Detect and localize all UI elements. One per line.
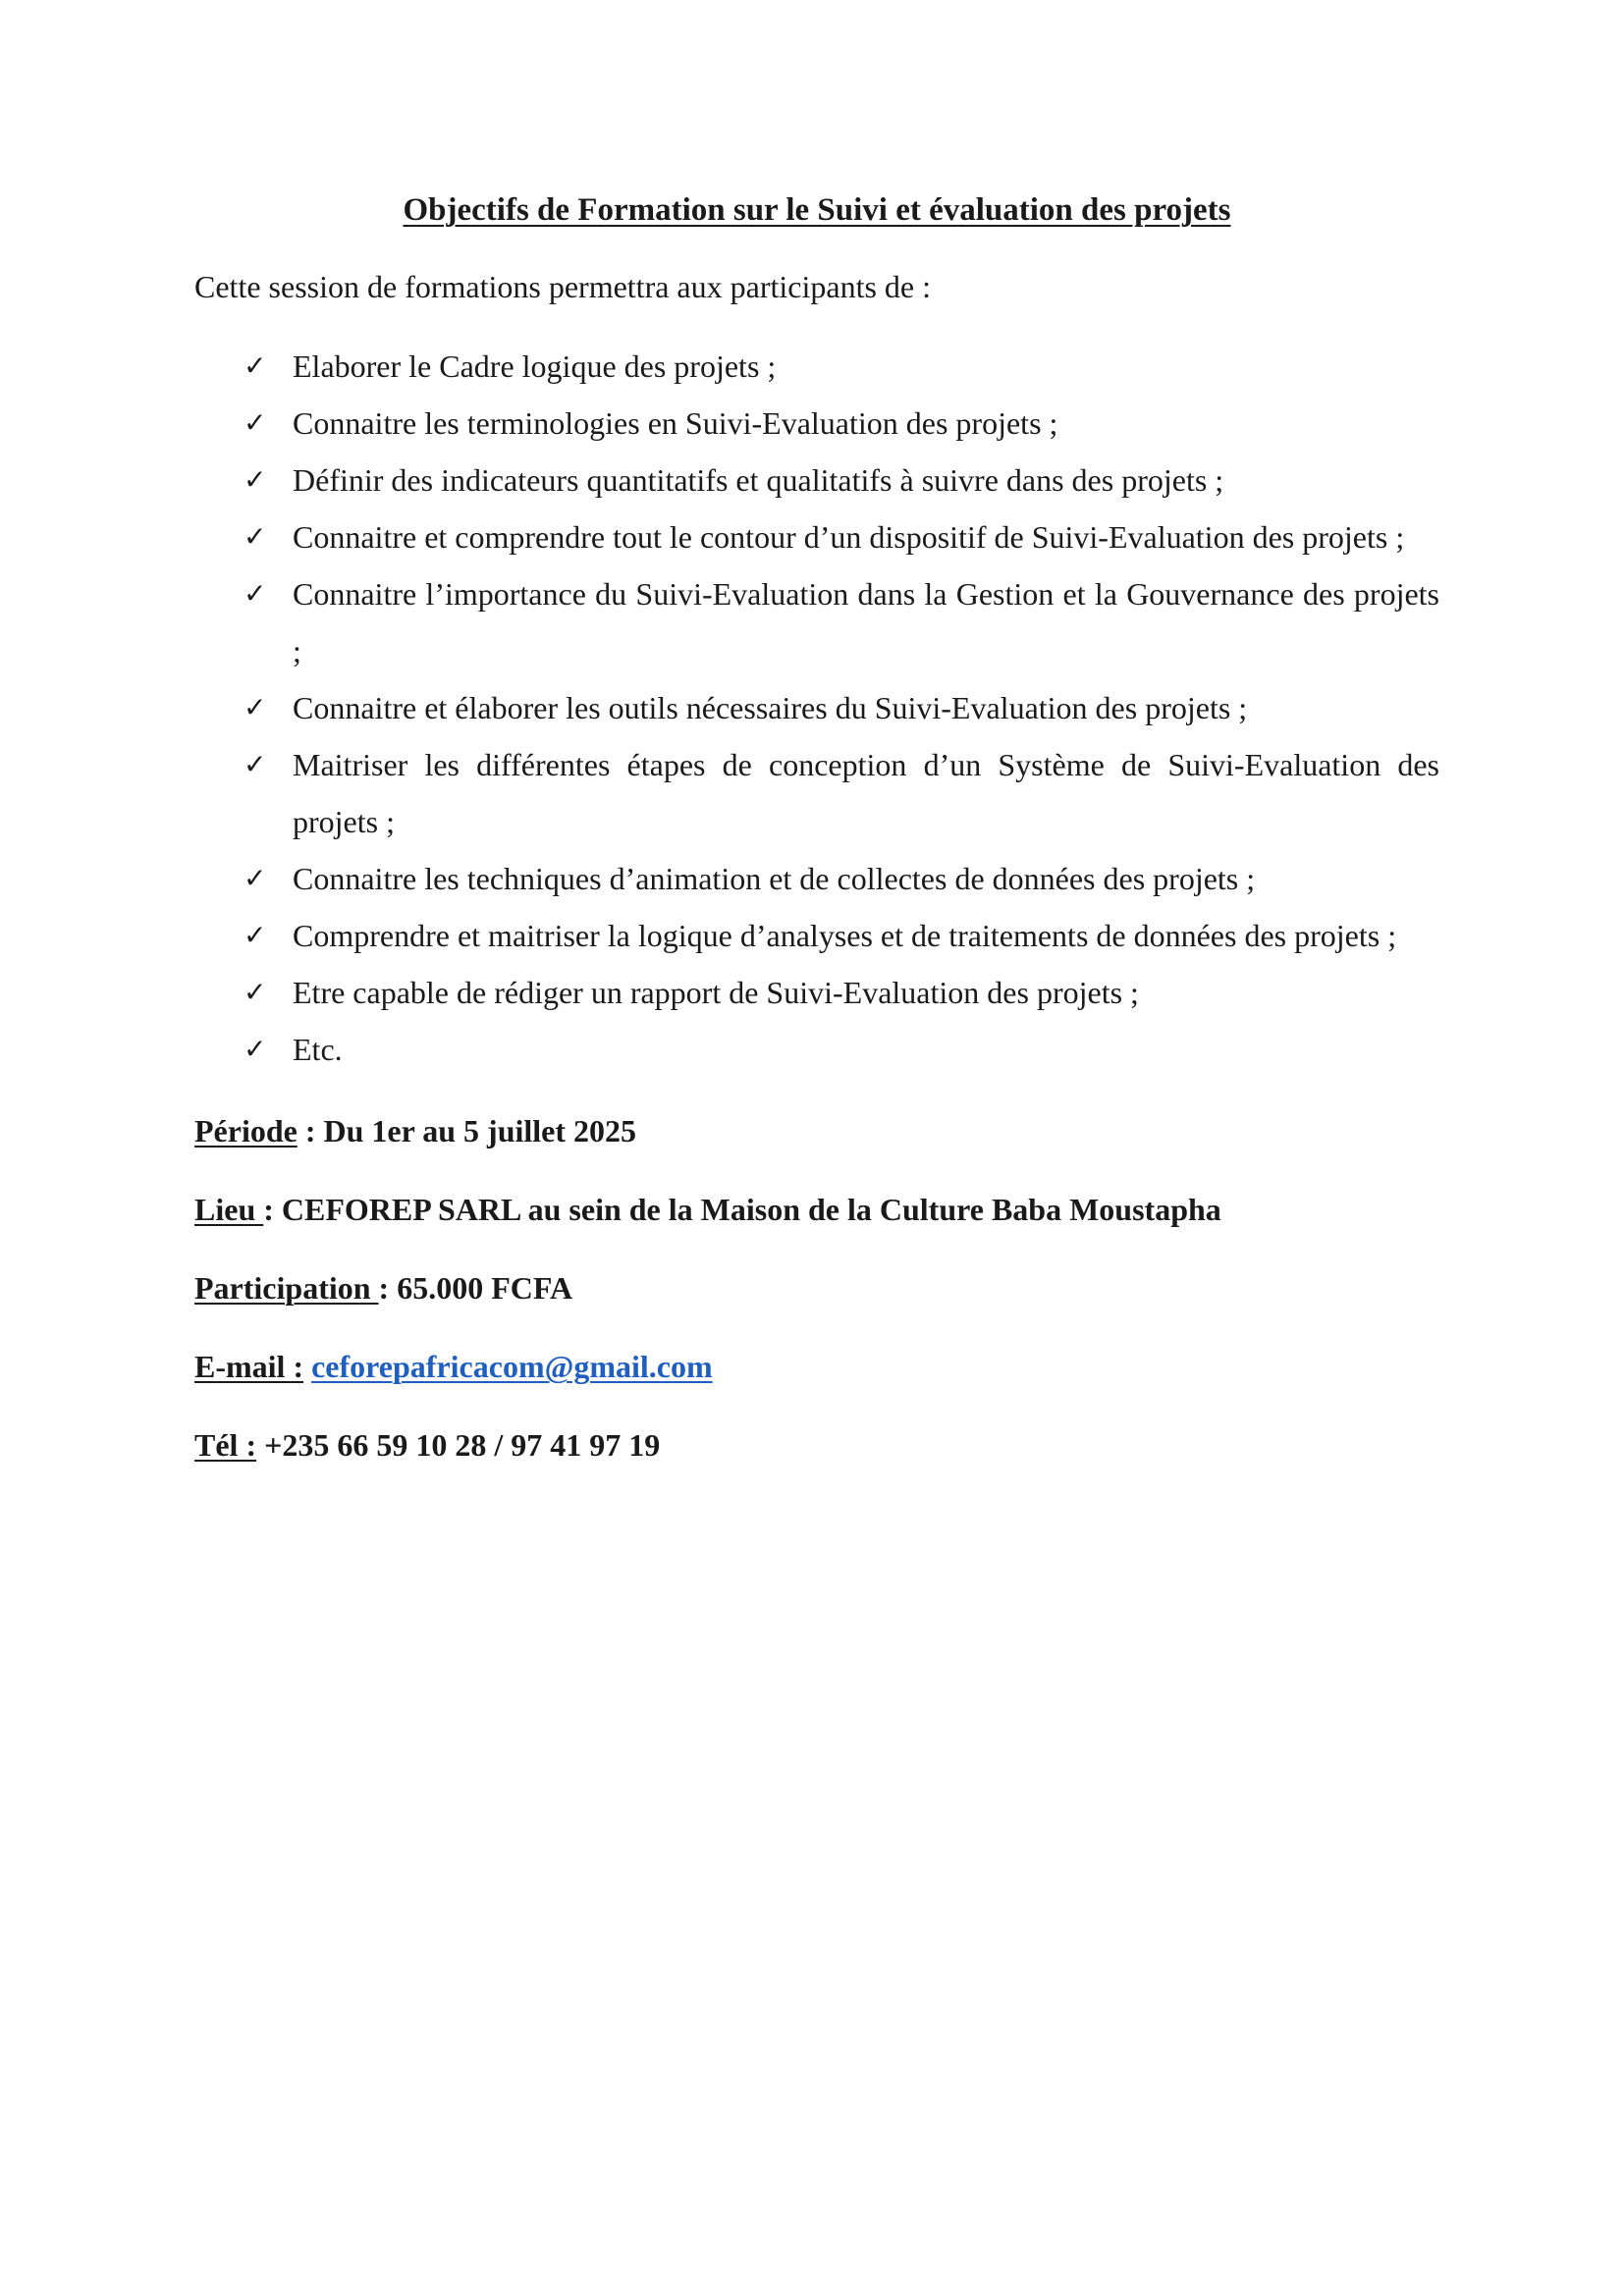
objective-item	[194, 850, 1439, 907]
objective-text: Etc.	[293, 1032, 343, 1067]
location-line	[194, 1186, 1439, 1233]
objective-text: Connaitre les techniques d’animation et de collectes de données des projets ;	[293, 861, 1256, 896]
objective-text: Connaitre l’importance du Suivi-Evaluation dans la Gestion et la Gouvernance des projets ;	[293, 576, 1439, 668]
check-icon: ✓	[244, 1033, 267, 1065]
objective-item	[194, 338, 1439, 395]
objective-text: Comprendre et maitriser la logique d’analyses et de traitements de données des projets ;	[293, 918, 1397, 953]
objective-text: Connaitre les terminologies en Suivi-Evaluation des projets ;	[293, 405, 1058, 441]
objective-text: Définir des indicateurs quantitatifs et qualitatifs à suivre dans des projets ;	[293, 462, 1224, 498]
check-icon: ✓	[244, 976, 267, 1008]
objective-text: Etre capable de rédiger un rapport de Suivi-Evaluation des projets ;	[293, 975, 1139, 1010]
objective-text: Connaitre et comprendre tout le contour d’un dispositif de Suivi-Evaluation des projets ;	[293, 519, 1405, 555]
check-icon: ✓	[244, 463, 267, 496]
period-label: Période	[194, 1113, 298, 1148]
objective-item	[194, 679, 1439, 736]
document-title: Objectifs de Formation sur le Suivi et évaluation des projets	[403, 192, 1231, 228]
objective-item	[194, 736, 1439, 850]
objective-item	[194, 452, 1439, 508]
check-icon: ✓	[244, 520, 267, 553]
objective-item	[194, 907, 1439, 964]
phone-line	[194, 1421, 1439, 1468]
check-icon: ✓	[244, 577, 267, 610]
document-page	[194, 187, 1439, 1468]
location-separator: :	[263, 1192, 282, 1227]
intro-text: Cette session de formations permettra aux participants de :	[194, 269, 931, 304]
phone-separator	[256, 1427, 264, 1463]
objective-item	[194, 964, 1439, 1021]
phone-label: Tél :	[194, 1427, 257, 1463]
period-value: Du 1er au 5 juillet 2025	[323, 1113, 637, 1148]
email-link[interactable]: ceforepafricacom@gmail.com	[311, 1349, 713, 1384]
objective-item	[194, 508, 1439, 565]
email-label: E-mail :	[194, 1349, 304, 1384]
objective-item	[194, 565, 1439, 679]
check-icon: ✓	[244, 748, 267, 780]
location-label: Lieu	[194, 1192, 264, 1227]
objective-text: Maitriser les différentes étapes de conception d’un Système de Suivi-Evaluation des projets ;	[293, 747, 1439, 839]
check-icon: ✓	[244, 919, 267, 951]
objective-text: Connaitre et élaborer les outils nécessaires du Suivi-Evaluation des projets ;	[293, 690, 1248, 725]
objective-text: Elaborer le Cadre logique des projets ;	[293, 348, 777, 384]
objective-item	[194, 1021, 1439, 1078]
participation-value: 65.000 FCFA	[397, 1270, 573, 1306]
email-separator	[303, 1349, 311, 1384]
participation-label: Participation	[194, 1270, 379, 1306]
check-icon: ✓	[244, 862, 267, 894]
email-line	[194, 1343, 1439, 1390]
check-icon: ✓	[244, 349, 267, 382]
participation-line	[194, 1264, 1439, 1311]
period-line	[194, 1107, 1439, 1154]
objective-item	[194, 395, 1439, 452]
check-icon: ✓	[244, 406, 267, 439]
period-separator: :	[297, 1113, 324, 1148]
phone-value: +235 66 59 10 28 / 97 41 97 19	[264, 1427, 661, 1463]
participation-separator: :	[378, 1270, 398, 1306]
check-icon: ✓	[244, 691, 267, 723]
location-value: CEFOREP SARL au sein de la Maison de la Culture Baba Moustapha	[281, 1192, 1221, 1227]
objectives-list	[194, 338, 1439, 1078]
